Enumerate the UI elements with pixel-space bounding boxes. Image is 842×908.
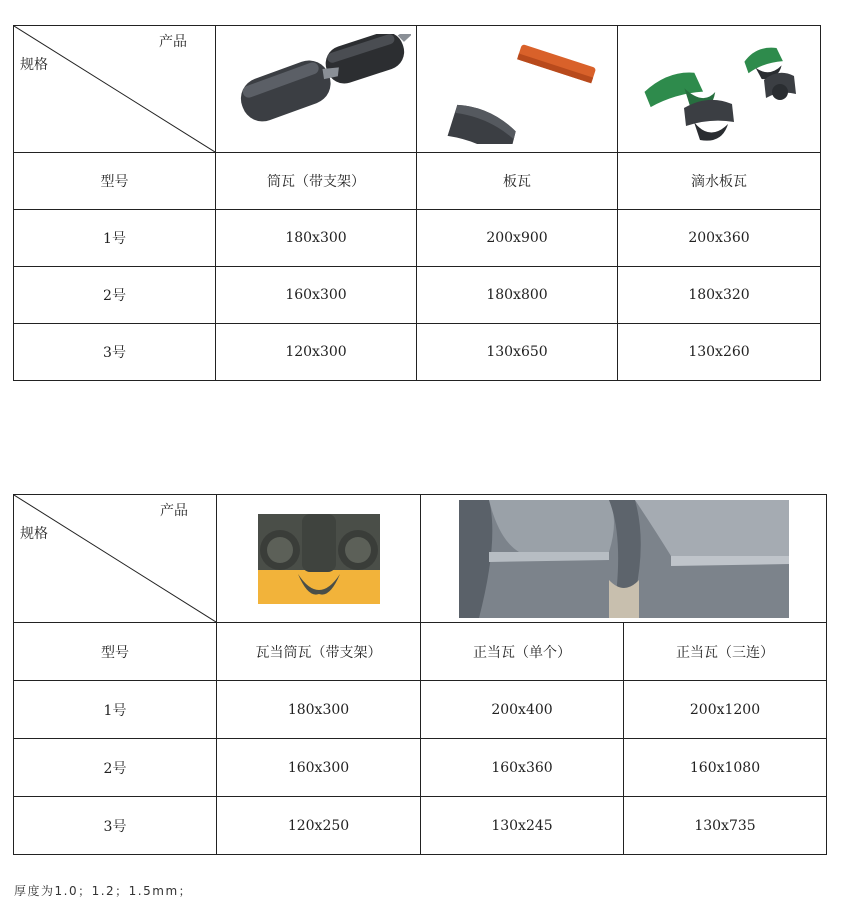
row-label: 1号 bbox=[14, 210, 216, 267]
product-image-cell bbox=[216, 26, 417, 153]
corner-label-product: 产品 bbox=[160, 503, 188, 519]
eave-tile-tube-image bbox=[258, 514, 380, 604]
corner-header-cell bbox=[14, 26, 216, 153]
cell-value: 130x260 bbox=[618, 324, 821, 381]
corner-label-spec: 规格 bbox=[20, 526, 48, 542]
tube-tile-with-bracket-image bbox=[221, 34, 411, 144]
cell-value: 180x300 bbox=[216, 210, 417, 267]
cell-value: 130x245 bbox=[421, 797, 624, 855]
cell-value: 200x1200 bbox=[624, 681, 827, 739]
header-cell: 板瓦 bbox=[417, 153, 618, 210]
spec-table-2 bbox=[13, 494, 827, 855]
product-image-cell bbox=[618, 26, 821, 153]
cell-value: 180x300 bbox=[217, 681, 421, 739]
flat-tile-image bbox=[422, 34, 612, 144]
corner-header-cell bbox=[14, 495, 217, 623]
cell-value: 130x735 bbox=[624, 797, 827, 855]
table-row bbox=[14, 739, 827, 797]
cell-value: 120x300 bbox=[216, 324, 417, 381]
row-label: 1号 bbox=[14, 681, 217, 739]
corner-label-spec: 规格 bbox=[20, 57, 48, 73]
header-cell: 正当瓦（三连） bbox=[624, 623, 827, 681]
header-cell: 筒瓦（带支架） bbox=[216, 153, 417, 210]
table-row bbox=[14, 267, 821, 324]
cell-value: 180x320 bbox=[618, 267, 821, 324]
header-cell: 滴水板瓦 bbox=[618, 153, 821, 210]
cell-value: 180x800 bbox=[417, 267, 618, 324]
header-cell-model: 型号 bbox=[14, 623, 217, 681]
image-row bbox=[14, 26, 821, 153]
row-label: 3号 bbox=[14, 797, 217, 855]
row-label: 2号 bbox=[14, 739, 217, 797]
header-row bbox=[14, 623, 827, 681]
header-cell-model: 型号 bbox=[14, 153, 216, 210]
product-image-cell bbox=[417, 26, 618, 153]
cell-value: 200x900 bbox=[417, 210, 618, 267]
cell-value: 160x300 bbox=[216, 267, 417, 324]
cell-value: 200x360 bbox=[618, 210, 821, 267]
cell-value: 160x360 bbox=[421, 739, 624, 797]
header-row bbox=[14, 153, 821, 210]
table-row bbox=[14, 681, 827, 739]
cell-value: 200x400 bbox=[421, 681, 624, 739]
spec-table-1 bbox=[13, 25, 821, 381]
product-image-cell bbox=[421, 495, 827, 623]
row-label: 3号 bbox=[14, 324, 216, 381]
corner-label-product: 产品 bbox=[159, 34, 187, 50]
row-label: 2号 bbox=[14, 267, 216, 324]
drip-flat-tile-image bbox=[624, 34, 814, 144]
ridge-tile-roof-image bbox=[459, 500, 789, 618]
table-row bbox=[14, 797, 827, 855]
header-cell: 瓦当筒瓦（带支架） bbox=[217, 623, 421, 681]
product-image-cell bbox=[217, 495, 421, 623]
header-cell: 正当瓦（单个） bbox=[421, 623, 624, 681]
thickness-note: 厚度为1.0；1.2；1.5mm； bbox=[14, 884, 193, 898]
cell-value: 120x250 bbox=[217, 797, 421, 855]
table-row bbox=[14, 210, 821, 267]
table-row bbox=[14, 324, 821, 381]
cell-value: 130x650 bbox=[417, 324, 618, 381]
cell-value: 160x1080 bbox=[624, 739, 827, 797]
image-row bbox=[14, 495, 827, 623]
cell-value: 160x300 bbox=[217, 739, 421, 797]
